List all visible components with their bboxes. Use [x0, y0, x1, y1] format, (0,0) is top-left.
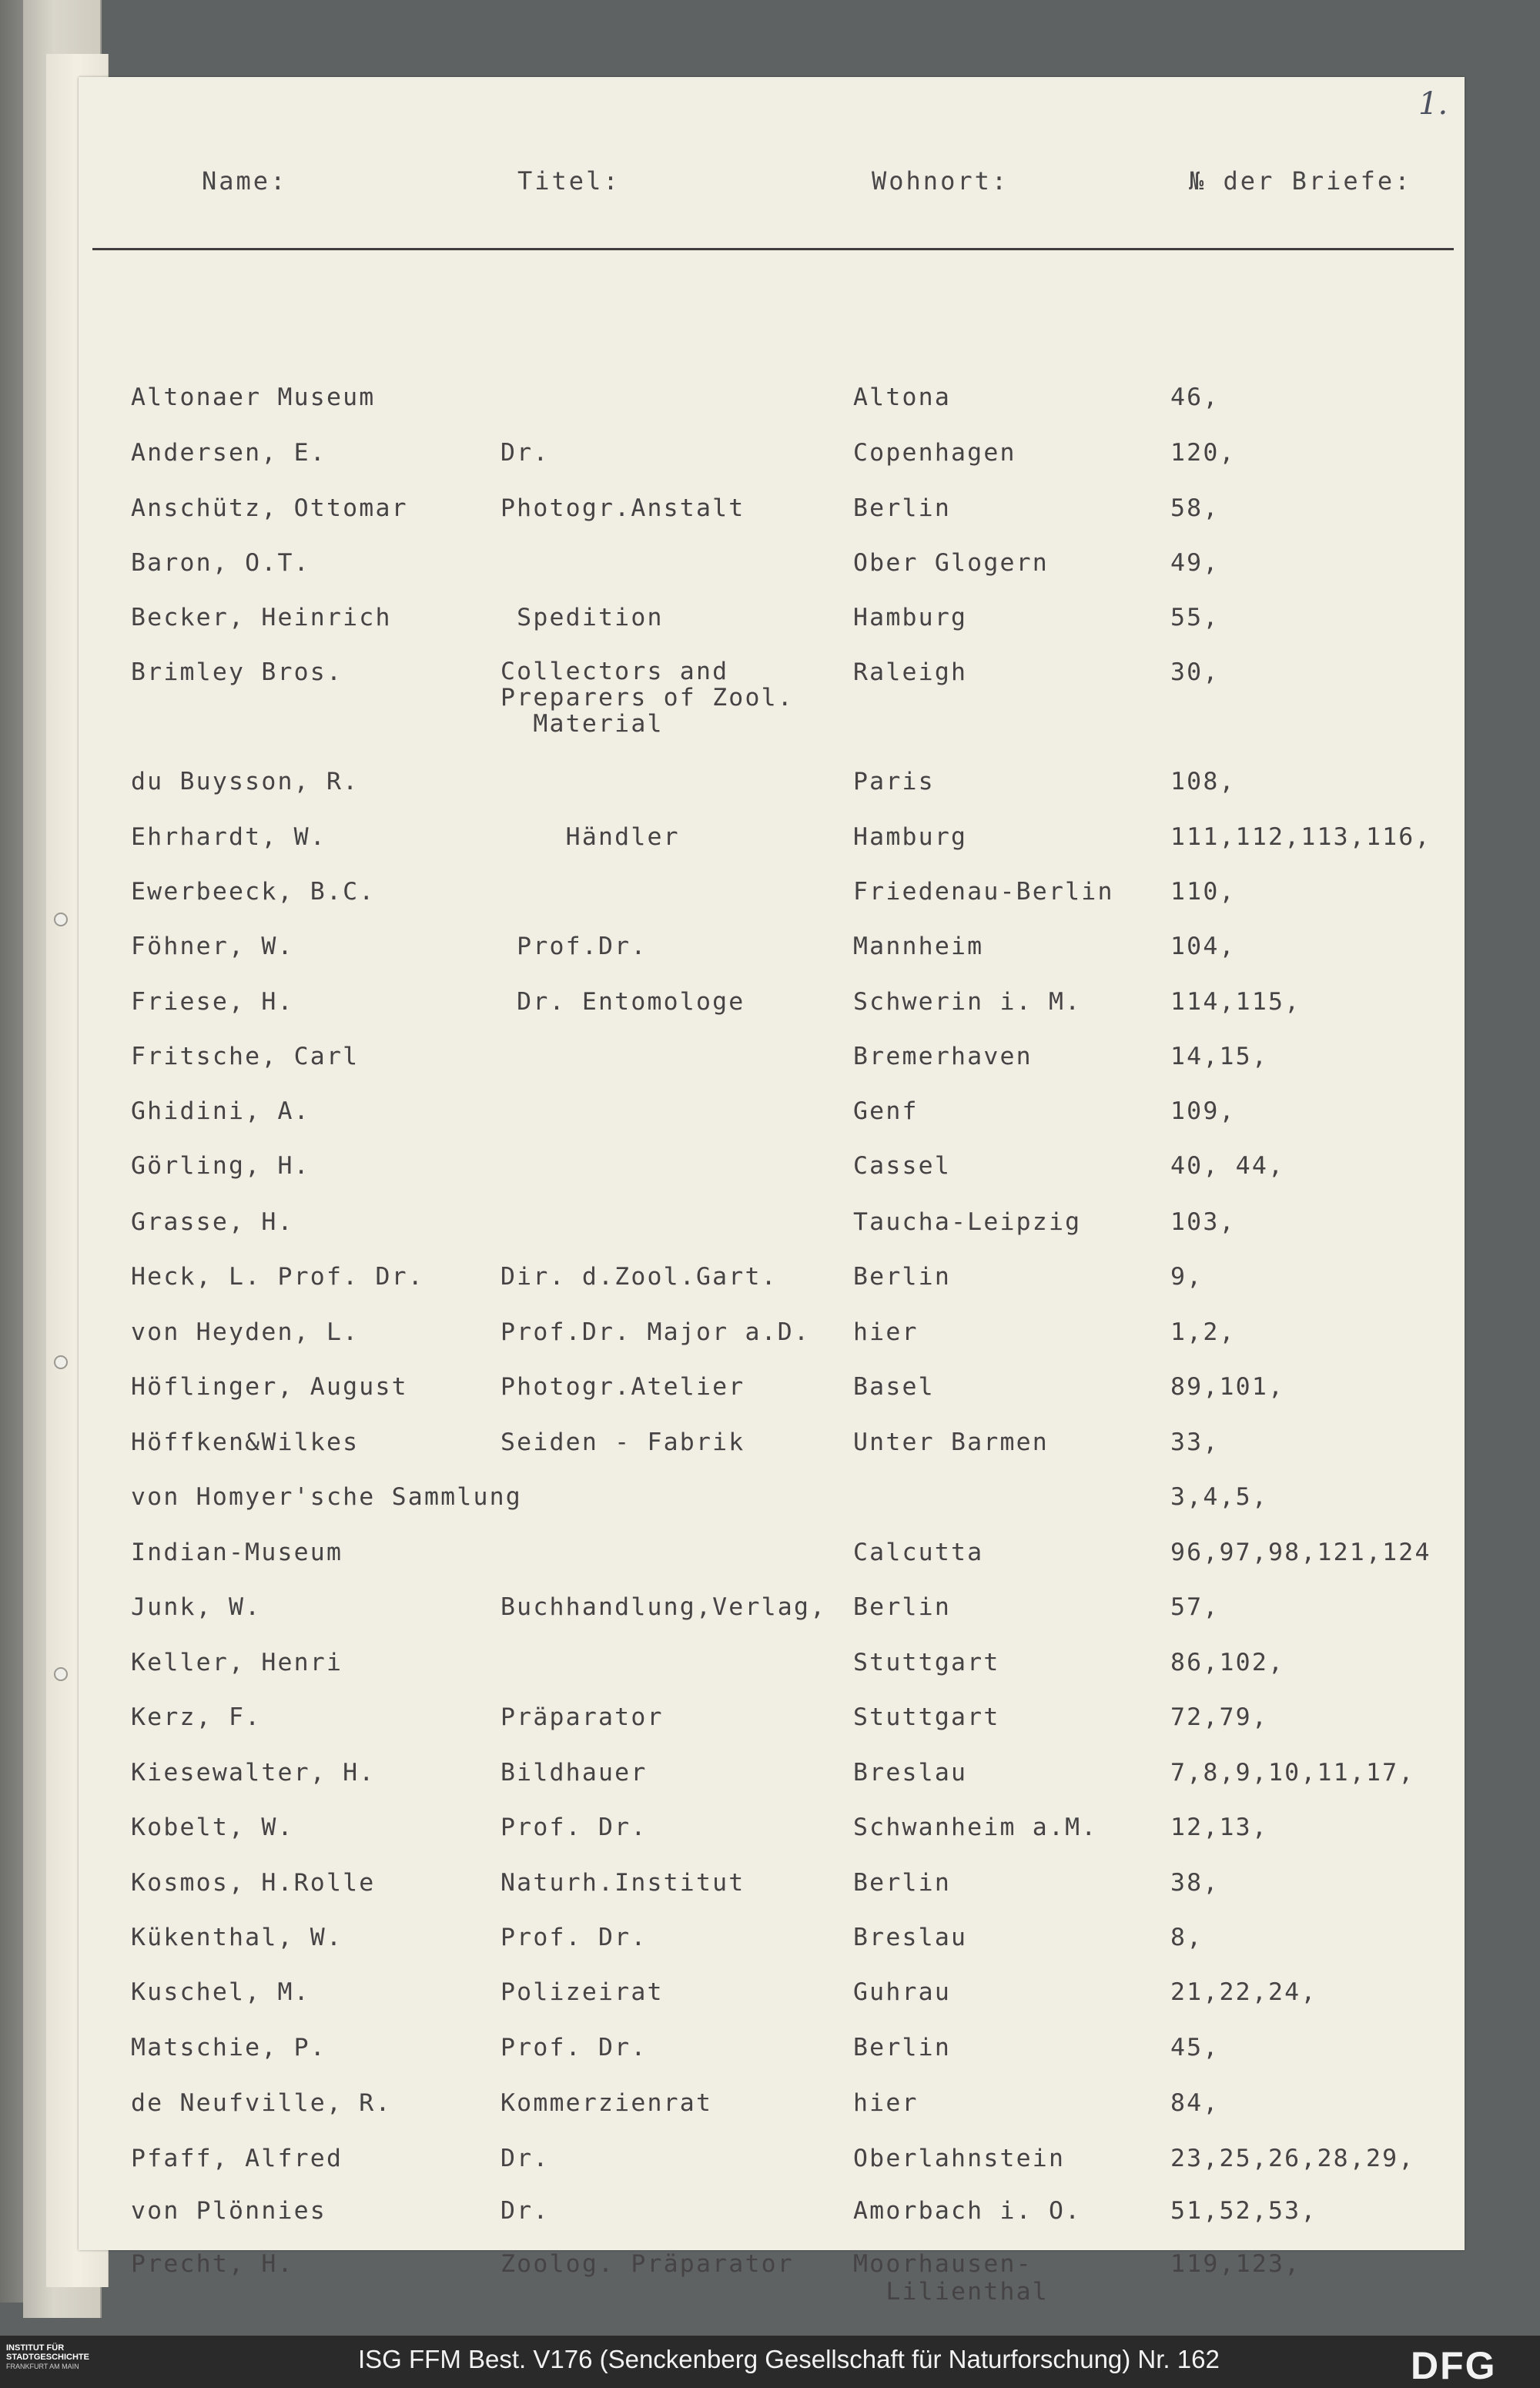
cell-name: Matschie, P.: [131, 2034, 326, 2061]
cell-ort: Taucha-Leipzig: [853, 1208, 1082, 1236]
table-row: [79, 878, 1465, 933]
cell-name: Ehrhardt, W.: [131, 823, 326, 851]
table-row: [79, 1428, 1465, 1484]
cell-nr: 58,: [1170, 494, 1220, 522]
cell-name: Ghidini, A.: [131, 1097, 310, 1125]
cell-nr: 51,52,53,: [1170, 2197, 1317, 2225]
cell-ort: Hamburg: [853, 604, 968, 631]
cell-titel: Dir. d.Zool.Gart.: [500, 1263, 778, 1291]
header-briefe: № der Briefe:: [1189, 166, 1412, 196]
cell-titel: Prof. Dr.: [500, 2034, 648, 2061]
cell-name: Kükenthal, W.: [131, 1924, 343, 1951]
table-row: [79, 1703, 1465, 1759]
archive-caption: ISG FFM Best. V176 (Senckenberg Gesellschaft für Naturforschung) Nr. 162: [358, 2345, 1220, 2373]
cell-titel: Bildhauer: [500, 1759, 648, 1787]
cell-ort: Paris: [853, 768, 935, 795]
table-row: [79, 2145, 1465, 2200]
table-row: [79, 2034, 1465, 2089]
footer-bar: [0, 2336, 1540, 2388]
cell-titel: Kommerzienrat: [500, 2089, 713, 2117]
binding-stitch: [54, 1667, 68, 1681]
cell-name: Friese, H.: [131, 988, 294, 1016]
table-row: [79, 1814, 1465, 1869]
cell-ort: Genf: [853, 1097, 919, 1125]
cell-nr: 120,: [1170, 439, 1236, 467]
header-rule: [92, 248, 1454, 250]
table-row: [79, 549, 1465, 605]
cell-name: Becker, Heinrich: [131, 604, 392, 631]
table-row: [79, 1263, 1465, 1318]
table-row: [79, 933, 1465, 988]
header-wohnort: Wohnort:: [872, 166, 1009, 196]
cell-nr: 12,13,: [1170, 1814, 1268, 1841]
cell-nr: 30,: [1170, 658, 1220, 686]
header-name: Name:: [202, 166, 288, 196]
cell-nr: 8,: [1170, 1924, 1204, 1951]
cell-nr: 108,: [1170, 768, 1236, 795]
cell-name: de Neufville, R.: [131, 2089, 392, 2117]
cell-name: Altonaer Museum: [131, 383, 376, 411]
cell-name: Kerz, F.: [131, 1703, 262, 1731]
cell-ort: Berlin: [853, 1263, 951, 1291]
cell-nr: 40, 44,: [1170, 1152, 1285, 1180]
table-row: [79, 2250, 1465, 2306]
cell-titel: Dr.: [500, 439, 550, 467]
cell-nr: 86,102,: [1170, 1649, 1285, 1676]
cell-nr: 111,112,113,116,: [1170, 823, 1431, 851]
table-row: [79, 1869, 1465, 1924]
table-row: [79, 658, 1465, 738]
table-row: [79, 2089, 1465, 2145]
table-row: [79, 1152, 1465, 1207]
cell-name: Pfaff, Alfred: [131, 2145, 343, 2172]
institute-line: INSTITUT FÜR: [6, 2343, 65, 2353]
cell-nr: 109,: [1170, 1097, 1236, 1125]
header-titel: Titel:: [517, 166, 621, 196]
cell-ort: Stuttgart: [853, 1649, 1000, 1676]
cell-ort: Ober Glogern: [853, 549, 1049, 577]
cell-ort: Mannheim: [853, 933, 984, 960]
cell-titel: Prof.Dr. Major a.D.: [500, 1318, 811, 1346]
cell-name: Anschütz, Ottomar: [131, 494, 408, 522]
cell-name: von Plönnies: [131, 2197, 326, 2225]
document-page: [79, 77, 1465, 2306]
cell-name: Heck, L. Prof. Dr.: [131, 1263, 424, 1291]
cell-nr: 104,: [1170, 933, 1236, 960]
cell-ort: Cassel: [853, 1152, 951, 1180]
table-row: [79, 1208, 1465, 1264]
table-row: [79, 1318, 1465, 1374]
cell-ort: Calcutta: [853, 1539, 984, 1566]
cell-ort: Moorhausen- Lilienthal: [853, 2250, 1049, 2306]
cell-ort: Berlin: [853, 1869, 951, 1897]
table-row: [79, 1924, 1465, 1979]
cell-nr: 49,: [1170, 549, 1220, 577]
cell-nr: 23,25,26,28,29,: [1170, 2145, 1415, 2172]
cell-titel: Dr. Entomologe: [500, 988, 745, 1016]
table-row: [79, 1759, 1465, 1814]
cell-titel: Händler: [500, 823, 680, 851]
cell-name: Ewerbeeck, B.C.: [131, 878, 376, 906]
cell-nr: 1,2,: [1170, 1318, 1236, 1346]
cell-ort: Stuttgart: [853, 1703, 1000, 1731]
cell-nr: 9,: [1170, 1263, 1204, 1291]
cell-titel: Spedition: [500, 604, 664, 631]
cell-nr: 21,22,24,: [1170, 1978, 1317, 2006]
cell-ort: Basel: [853, 1373, 935, 1401]
cell-titel: Zoolog. Präparator: [500, 2250, 794, 2278]
cell-ort: Copenhagen: [853, 439, 1016, 467]
cell-ort: Schwanheim a.M.: [853, 1814, 1098, 1841]
cell-nr: 84,: [1170, 2089, 1220, 2117]
cell-ort: Amorbach i. O.: [853, 2197, 1082, 2225]
cell-name: du Buysson, R.: [131, 768, 360, 795]
table-row: [79, 1593, 1465, 1649]
table-row: [79, 1043, 1465, 1098]
cell-name: Indian-Museum: [131, 1539, 343, 1566]
cell-nr: 33,: [1170, 1428, 1220, 1456]
cell-name: Höflinger, August: [131, 1373, 408, 1401]
table-row: [79, 988, 1465, 1043]
table-row: [79, 768, 1465, 823]
cell-ort: Guhrau: [853, 1978, 951, 2006]
table-row: [79, 2197, 1465, 2252]
cell-nr: 96,97,98,121,124: [1170, 1539, 1431, 1566]
cell-ort: Unter Barmen: [853, 1428, 1049, 1456]
table-row: [79, 383, 1465, 439]
page-number: 1.: [1418, 86, 1448, 122]
cell-nr: 89,101,: [1170, 1373, 1285, 1401]
cell-name: Keller, Henri: [131, 1649, 343, 1676]
cell-titel: Dr.: [500, 2197, 550, 2225]
cell-name: Baron, O.T.: [131, 549, 310, 577]
cell-name: Fritsche, Carl: [131, 1043, 360, 1070]
cell-name: Kobelt, W.: [131, 1814, 294, 1841]
cell-ort: Schwerin i. M.: [853, 988, 1082, 1016]
cell-nr: 14,15,: [1170, 1043, 1268, 1070]
cell-name: Junk, W.: [131, 1593, 262, 1621]
cell-name: Kuschel, M.: [131, 1978, 310, 2006]
cell-titel: Photogr.Atelier: [500, 1373, 745, 1401]
cell-titel: Präparator: [500, 1703, 664, 1731]
institute-line: STADTGESCHICHTE: [6, 2353, 89, 2362]
institute-logo: [6, 2343, 89, 2371]
cell-nr: 45,: [1170, 2034, 1220, 2061]
cell-name: Höffken&Wilkes: [131, 1428, 360, 1456]
cell-name: Kosmos, H.Rolle: [131, 1869, 376, 1897]
cell-nr: 38,: [1170, 1869, 1220, 1897]
cell-titel: Prof. Dr.: [500, 1814, 648, 1841]
table-row: [79, 1097, 1465, 1153]
cell-ort: Berlin: [853, 494, 951, 522]
binding-stitch: [54, 913, 68, 926]
cell-ort: hier: [853, 2089, 919, 2117]
cell-ort: Oberlahnstein: [853, 2145, 1066, 2172]
table-row: [79, 1483, 1465, 1539]
cell-nr: 119,123,: [1170, 2250, 1301, 2278]
cell-ort: Berlin: [853, 2034, 951, 2061]
cell-nr: 55,: [1170, 604, 1220, 631]
cell-ort: Friedenau-Berlin: [853, 878, 1114, 906]
cell-ort: Berlin: [853, 1593, 951, 1621]
cell-ort: Altona: [853, 383, 951, 411]
cell-ort: hier: [853, 1318, 919, 1346]
cell-name: Kiesewalter, H.: [131, 1759, 376, 1787]
cell-titel: Prof.Dr.: [500, 933, 648, 960]
table-row: [79, 1539, 1465, 1594]
cell-nr: 103,: [1170, 1208, 1236, 1236]
dfg-logo: DFG: [1411, 2344, 1497, 2387]
cell-nr: 114,115,: [1170, 988, 1301, 1016]
cell-titel: Seiden - Fabrik: [500, 1428, 745, 1456]
cell-ort: Hamburg: [853, 823, 968, 851]
cell-ort: Breslau: [853, 1924, 968, 1951]
cell-titel: Photogr.Anstalt: [500, 494, 745, 522]
cell-nr: 46,: [1170, 383, 1220, 411]
table-row: [79, 1978, 1465, 2034]
table-row: [79, 439, 1465, 494]
table-row: [79, 1649, 1465, 1704]
cell-titel: Naturh.Institut: [500, 1869, 745, 1897]
cell-titel: Prof. Dr.: [500, 1924, 648, 1951]
cell-ort: Raleigh: [853, 658, 968, 686]
cell-name: Precht, H.: [131, 2250, 294, 2278]
cell-nr: 7,8,9,10,11,17,: [1170, 1759, 1415, 1787]
cell-name: Brimley Bros.: [131, 658, 343, 686]
table-row: [79, 604, 1465, 659]
cell-name: Grasse, H.: [131, 1208, 294, 1236]
cell-titel: Dr.: [500, 2145, 550, 2172]
cell-nr: 57,: [1170, 1593, 1220, 1621]
cell-nr: 110,: [1170, 878, 1236, 906]
cell-name: von Homyer'sche Sammlung: [131, 1483, 522, 1511]
table-row: [79, 494, 1465, 550]
cell-name: von Heyden, L.: [131, 1318, 360, 1346]
table-row: [79, 1373, 1465, 1428]
cell-titel: Buchhandlung,Verlag,: [500, 1593, 827, 1621]
binding-stitch: [54, 1355, 68, 1369]
cell-name: Andersen, E.: [131, 439, 326, 467]
cell-name: Föhner, W.: [131, 933, 294, 960]
cell-titel: Collectors and Preparers of Zool. Material: [500, 658, 794, 738]
institute-line: FRANKFURT AM MAIN: [6, 2363, 79, 2370]
cell-nr: 72,79,: [1170, 1703, 1268, 1731]
cell-titel: Polizeirat: [500, 1978, 664, 2006]
cell-nr: 3,4,5,: [1170, 1483, 1268, 1511]
table-row: [79, 823, 1465, 879]
cell-name: Görling, H.: [131, 1152, 310, 1180]
cell-ort: Breslau: [853, 1759, 968, 1787]
cell-ort: Bremerhaven: [853, 1043, 1033, 1070]
